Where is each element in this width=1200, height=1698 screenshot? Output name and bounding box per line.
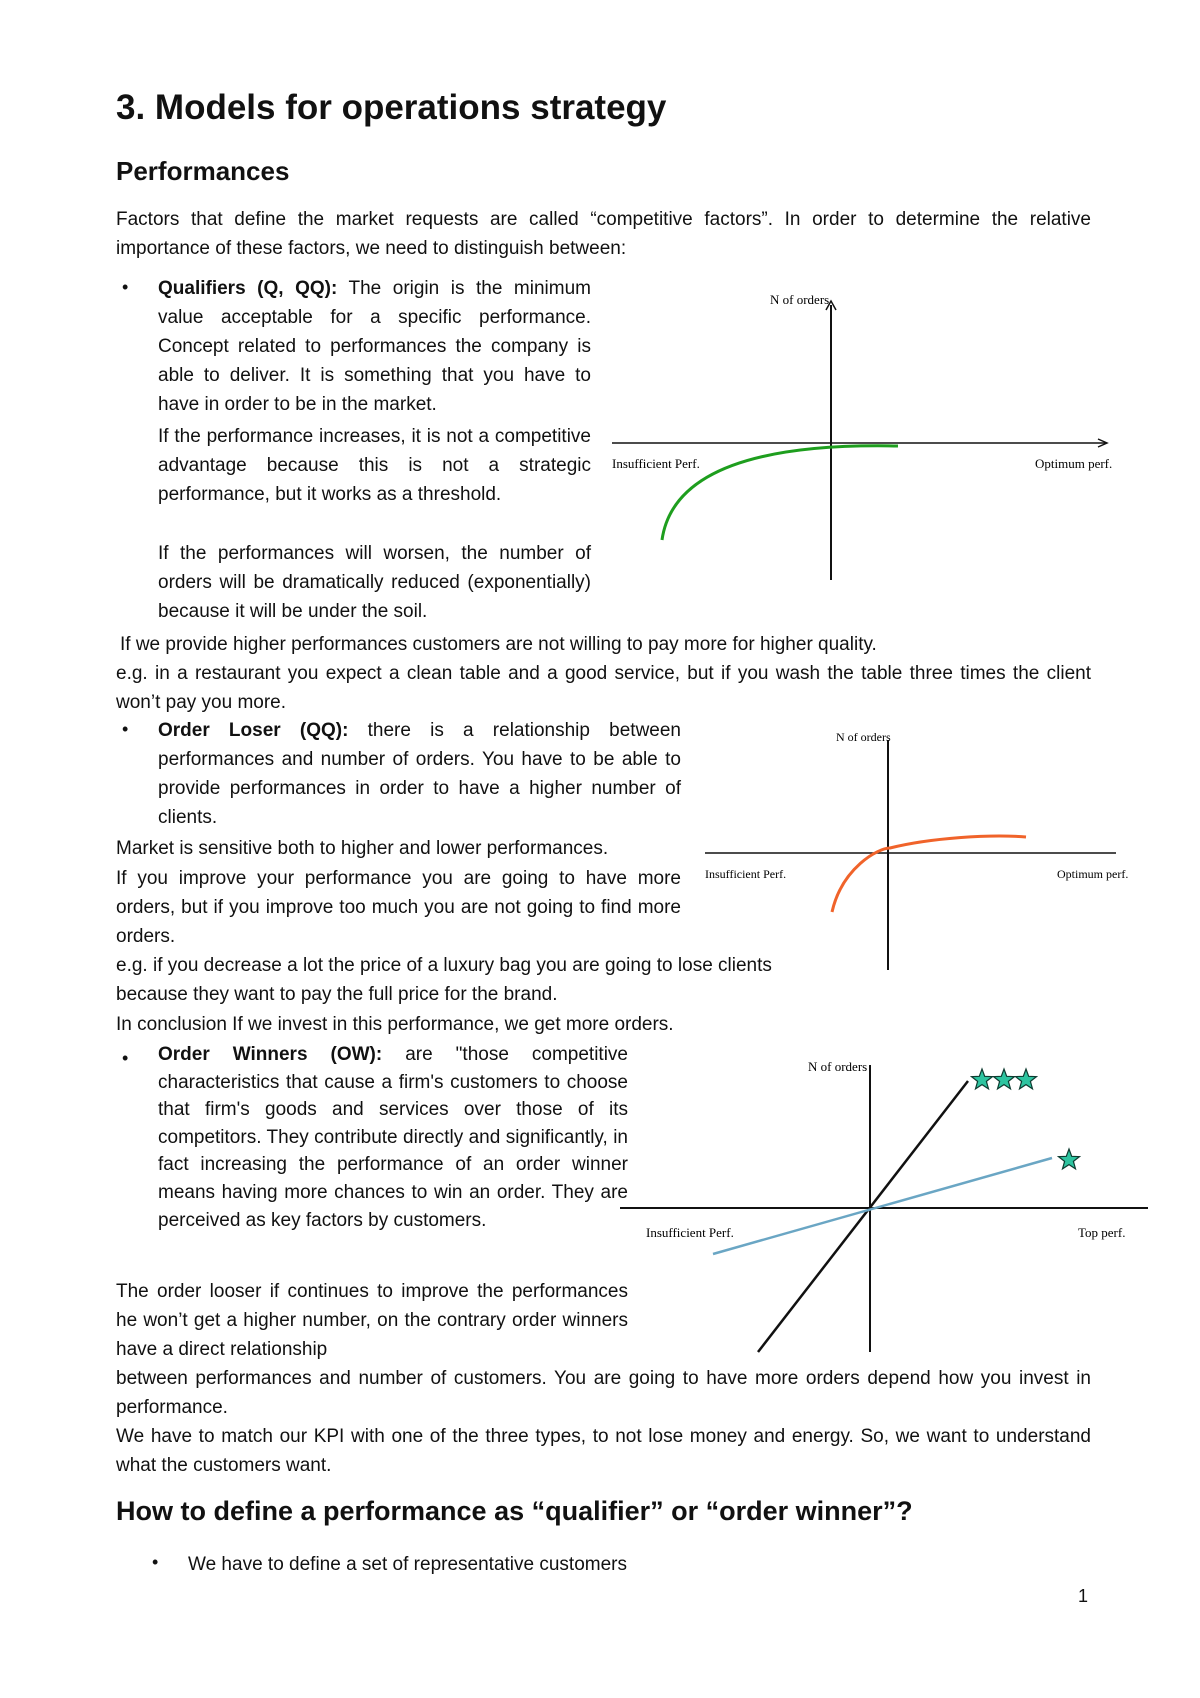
order-loser-term: Order Loser (QQ): [158,720,349,741]
order-loser-paragraph-2: Market is sensitive both to higher and lower performances. [116,838,609,859]
order-loser-chart-left-label: Insufficient Perf. [705,867,787,881]
star-icon [1016,1069,1037,1089]
qualifiers-after-1: If we provide higher performances customers are not willing to pay more for higher quality. [120,634,877,655]
order-winners-paragraph-2: The order looser if continues to improve the performances he won’t get a higher number, on the contrary order winners have a direct relationship [116,1281,628,1360]
section-heading-define-performance: How to define a performance as “qualifier” or “order winner”? [116,1496,913,1526]
bullet-qualifiers: • [122,277,129,297]
qualifiers-paragraph-3: If the performances will worsen, the number of orders will be dramatically reduced (exponentially) because it will be under the soil. [158,543,591,622]
page-number: 1 [1078,1586,1089,1606]
order-loser-chart-right-label: Optimum perf. [1057,867,1129,881]
intro-paragraph: Factors that define the market requests are called “competitive factors”. In order to determine the relative importance of these factors, we need to distinguish between: [116,209,1091,259]
qualifiers-paragraph-2: If the performance increases, it is not a competitive advantage because this is not a strategic performance, but it works as a threshold. [158,426,591,505]
order-loser-example: e.g. if you decrease a lot the price of a luxury bag you are going to lose clients because they want to pay the full price for the brand. [116,955,772,1005]
order-winners-chart-stars [972,1069,1080,1169]
order-winners-chart-right-label: Top perf. [1078,1225,1126,1240]
qualifiers-chart-left-label: Insufficient Perf. [612,456,700,471]
qualifiers-text: The origin is the minimum value acceptable for a specific performance. Concept related to performances the company is able to deliver. It is something that you have to have in order to be in the market. [158,278,591,415]
order-winners-chart-shallow-line [713,1158,1052,1254]
order-winners-chart-steep-line [758,1081,968,1352]
star-icon [972,1069,993,1089]
order-loser-paragraph-3: If you improve your performance you are going to have more orders, but if you improve too much you are not going to find more orders. [116,868,681,947]
bullet-order-winners: • [122,1048,129,1068]
qualifiers-term: Qualifiers (Q, QQ): [158,278,338,299]
order-winners-chart-left-label: Insufficient Perf. [646,1225,734,1240]
order-winners-term: Order Winners (OW): [158,1044,383,1065]
qualifiers-chart-y-label: N of orders [770,292,830,307]
order-winners-paragraph-3: between performances and number of customers. You are going to have more orders depend how you invest in performance. [116,1368,1091,1418]
order-loser-chart-y-label: N of orders [836,730,891,744]
order-winners-chart-y-label: N of orders [808,1059,868,1074]
star-icon [994,1069,1015,1089]
define-bullet-text: We have to define a set of representative customers [188,1554,627,1575]
order-winners-paragraph-4: We have to match our KPI with one of the three types, to not lose money and energy. So, we want to understand what the customers want. [116,1426,1091,1476]
qualifiers-chart-right-label: Optimum perf. [1035,456,1113,471]
qualifiers-example: e.g. in a restaurant you expect a clean table and a good service, but if you wash the table three times the client won’t pay you more. [116,663,1091,713]
order-winners-text: are "those competitive characteristics that cause a firm's customers to choose that firm's goods and services over those of its competitors. They contribute directly and significantly, in fact increasing the performance of an order winner means having more chances to win an order. They are perceived as key factors by customers. [158,1044,628,1231]
page-title: 3. Models for operations strategy [116,88,667,127]
star-icon [1059,1149,1080,1169]
order-loser-conclusion: In conclusion If we invest in this performance, we get more orders. [116,1014,674,1035]
section-heading-performances: Performances [116,156,290,186]
bullet-order-loser: • [122,719,129,739]
bullet-define: • [152,1552,159,1572]
order-loser-text: there is a relationship between performances and number of orders. You have to be able to provide performances in order to have a higher number of clients. [158,720,682,828]
